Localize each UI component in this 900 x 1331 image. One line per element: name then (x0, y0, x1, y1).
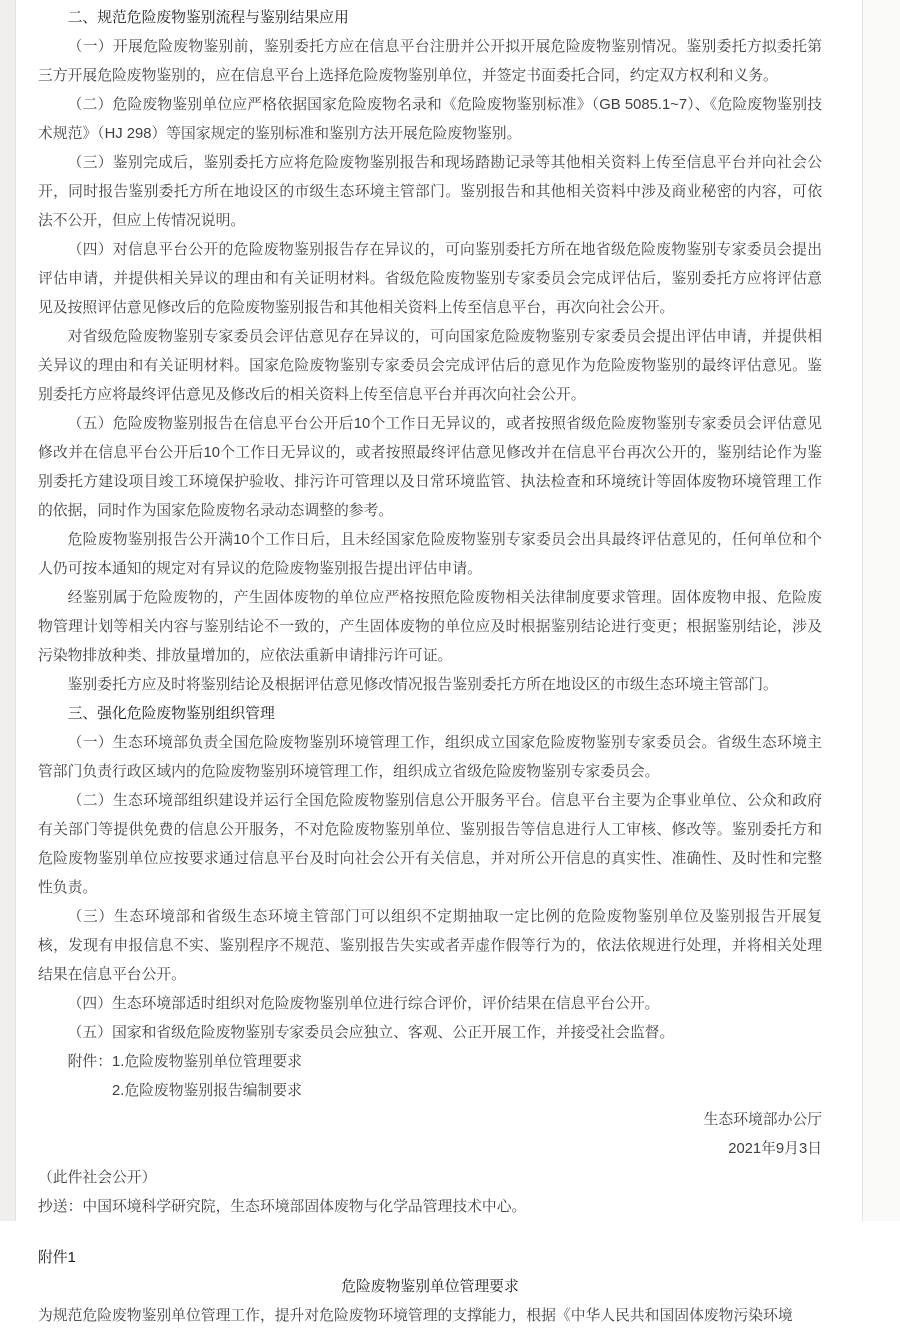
document-page (16, 0, 862, 1324)
appendix1-title: 危险废物鉴别单位管理要求 (341, 1279, 519, 1295)
section-heading-3: 三、强化危险废物鉴别组织管理 (67, 706, 275, 722)
paragraph-s2-5: 对省级危险废物鉴别专家委员会评估意见存在异议的，可向国家危险废物鉴别专家委员会提出评估申请，并提供相关异议的理由和有关证明材料。国家危险废物鉴别专家委员会完成评估后的意见作为危险废物鉴别的最终评估意见。鉴别委托方应将最终评估意见及修改后的相关资料上传至信息平台并再次向社会公开。 (38, 329, 822, 403)
paragraph-s3-2: （二）生态环境部组织建设并运行全国危险废物鉴别信息公开服务平台。信息平台主要为企事业单位、公众和政府有关部门等提供免费的信息公开服务，不对危险废物鉴别单位、鉴别报告等信息进行人工审核、修改等。鉴别委托方和危险废物鉴别单位应按要求通过信息平台及时向社会公开有关信息，并对所公开信息的真实性、准确性、及时性和完整性负责。 (38, 793, 822, 896)
paragraph-s2-3: （三）鉴别完成后，鉴别委托方应将危险废物鉴别报告和现场踏勘记录等其他相关资料上传至信息平台并向社会公开，同时报告鉴别委托方所在地设区的市级生态环境主管部门。鉴别报告和其他相关资料中涉及商业秘密的内容，可依法不公开，但应上传情况说明。 (38, 155, 822, 229)
right-page-gutter (862, 0, 900, 1221)
signoff-date: 2021年9月3日 (728, 1141, 822, 1157)
left-page-gutter (0, 0, 16, 1221)
section-heading-2: 二、规范危险废物鉴别流程与鉴别结果应用 (67, 10, 349, 26)
paragraph-s2-7: 危险废物鉴别报告公开满10个工作日后，且未经国家危险废物鉴别专家委员会出具最终评估意见的，任何单位和个人仍可按本通知的规定对有异议的危险废物鉴别报告提出评估申请。 (38, 532, 822, 577)
paragraph-s2-4: （四）对信息平台公开的危险废物鉴别报告存在异议的，可向鉴别委托方所在地省级危险废物鉴别专家委员会提出评估申请，并提供相关异议的理由和有关证明材料。省级危险废物鉴别专家委员会完成评估后，鉴别委托方应将评估意见及按照评估意见修改后的危险废物鉴别报告和其他相关资料上传至信息平台，再次向社会公开。 (38, 242, 822, 316)
paragraph-s3-4: （四）生态环境部适时组织对危险废物鉴别单位进行综合评价，评价结果在信息平台公开。 (67, 996, 660, 1012)
appendix1-label: 附件1 (38, 1250, 76, 1266)
paragraph-s3-3: （三）生态环境部和省级生态环境主管部门可以组织不定期抽取一定比例的危险废物鉴别单位及鉴别报告开展复核，发现有申报信息不实、鉴别程序不规范、鉴别报告失实或者弄虚作假等行为的，依法依规进行处理，并将相关处理结果在信息平台公开。 (38, 909, 822, 983)
paragraph-s2-2: （二）危险废物鉴别单位应严格依据国家危险废物名录和《危险废物鉴别标准》（GB 5085.1~7）、《危险废物鉴别技术规范》（HJ 298）等国家规定的鉴别标准和鉴别方法开展危险废物鉴别。 (38, 97, 822, 142)
paragraph-s2-8: 经鉴别属于危险废物的，产生固体废物的单位应严格按照危险废物相关法律制度要求管理。固体废物申报、危险废物管理计划等相关内容与鉴别结论不一致的，产生固体废物的单位应及时根据鉴别结论进行变更；根据鉴别结论，涉及污染物排放种类、排放量增加的，应依法重新申请排污许可证。 (38, 590, 822, 664)
paragraph-s3-1: （一）生态环境部负责全国危险废物鉴别环境管理工作，组织成立国家危险废物鉴别专家委员会。省级生态环境主管部门负责行政区域内的危险废物鉴别环境管理工作，组织成立省级危险废物鉴别专家委员会。 (38, 735, 822, 780)
paragraph-s2-6: （五）危险废物鉴别报告在信息平台公开后10个工作日无异议的，或者按照省级危险废物鉴别专家委员会评估意见修改并在信息平台公开后10个工作日无异议的，或者按照最终评估意见修改并在信息平台再次公开的，鉴别结论作为鉴别委托方建设项目竣工环境保护验收、排污许可管理以及日常环境监管、执法检查和环境统计等固体废物环境管理工作的依据，同时作为国家危险废物名录动态调整的参考。 (38, 416, 822, 519)
cc-note: 抄送：中国环境科学研究院，生态环境部固体废物与化学品管理技术中心。 (38, 1199, 527, 1215)
attachment-list-line-2: 2.危险废物鉴别报告编制要求 (112, 1083, 302, 1099)
attachment-list-line-1: 附件：1.危险废物鉴别单位管理要求 (67, 1054, 302, 1070)
appendix1-intro-paragraph: 为规范危险废物鉴别单位管理工作，提升对危险废物环境管理的支撑能力，根据《中华人民共和国固体废物污染环境 (38, 1308, 793, 1324)
paragraph-s2-1: （一）开展危险废物鉴别前，鉴别委托方应在信息平台注册并公开拟开展危险废物鉴别情况。鉴别委托方拟委托第三方开展危险废物鉴别的，应在信息平台上选择危险废物鉴别单位，并签定书面委托合同，约定双方权利和义务。 (38, 39, 822, 84)
public-release-note: （此件社会公开） (38, 1170, 157, 1186)
paragraph-s2-9: 鉴别委托方应及时将鉴别结论及根据评估意见修改情况报告鉴别委托方所在地设区的市级生态环境主管部门。 (67, 677, 778, 693)
signoff-organization: 生态环境部办公厅 (703, 1112, 822, 1128)
paragraph-s3-5: （五）国家和省级危险废物鉴别专家委员会应独立、客观、公正开展工作，并接受社会监督。 (67, 1025, 675, 1041)
